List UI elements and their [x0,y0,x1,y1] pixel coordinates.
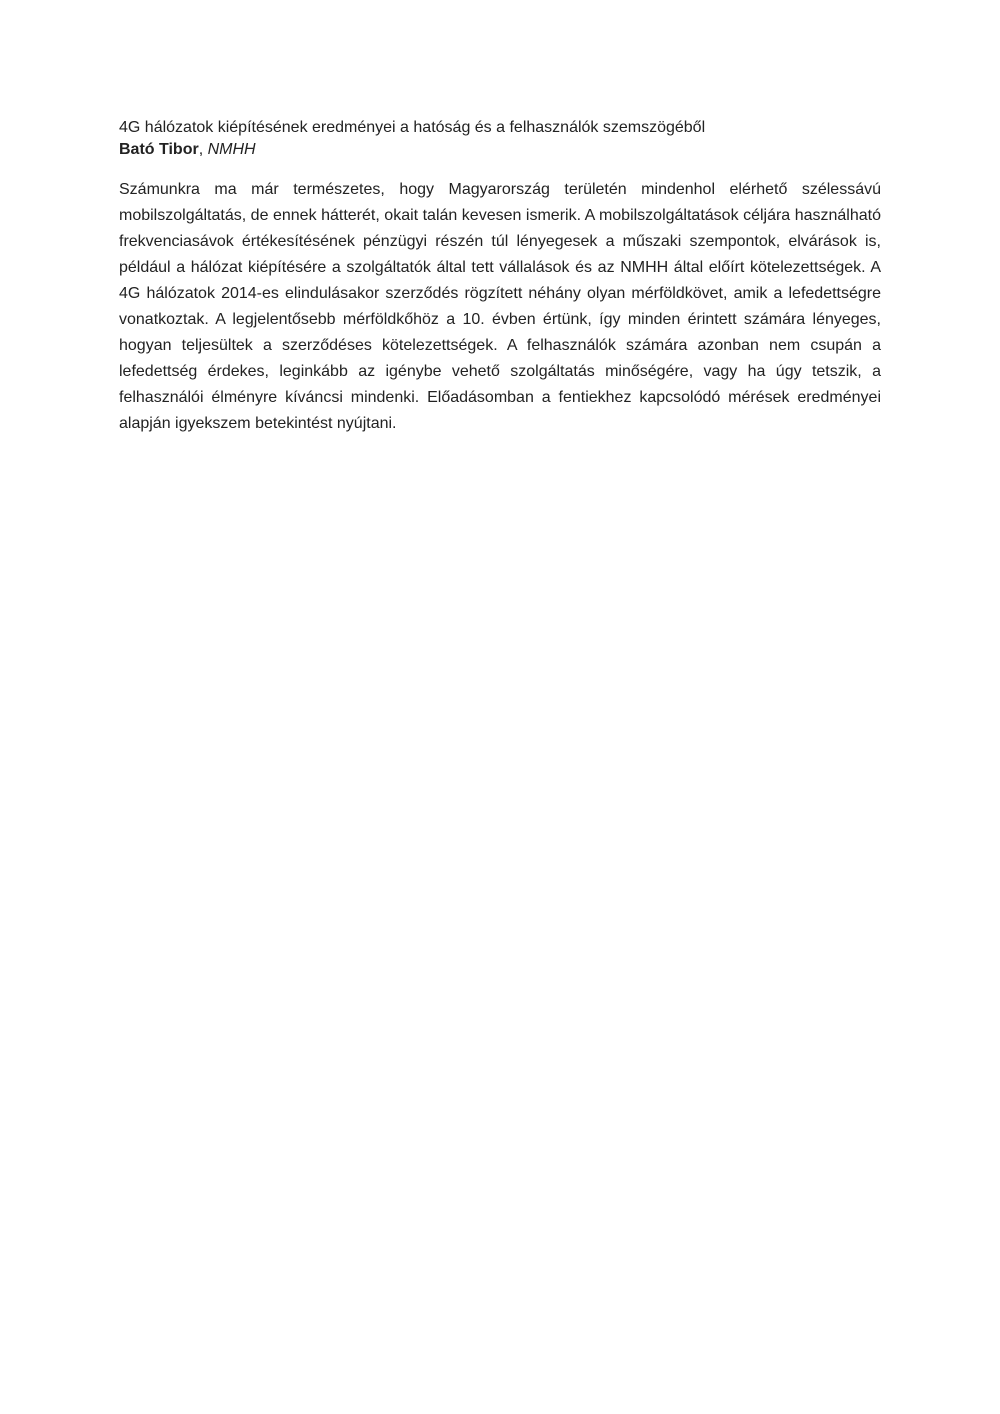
author-name: Bató Tibor [119,141,199,158]
document-title: 4G hálózatok kiépítésének eredményei a hatóság és a felhasználók szemszögéből [119,119,706,136]
author-affiliation: NMHH [207,141,256,158]
document-content [119,117,881,437]
author-separator: , [198,141,208,158]
abstract-paragraph: Számunkra ma már természetes, hogy Magyarország területén mindenhol elérhető szélessávú mobilszolgáltatás, de ennek hátterét, okait talán kevesen ismerik. A mobilszolgáltatások céljára használható frekvenciasávok értékesítésének pénzügyi részén túl lényegesek a műszaki szempontok, elvárások is, például a hálózat kiépítésére a szolgáltatók által tett vállalások és az NMHH által előírt kötelezettségek. A 4G hálózatok 2014-es elindulásakor szerződés rögzített néhány olyan mérföldkövet, amik a lefedettségre vonatkoztak. A legjelentősebb mérföldkőhöz a 10. évben értünk, így minden érintett számára lényeges, hogyan teljesültek a szerződéses kötelezettségek. A felhasználók számára azonban nem csupán a lefedettség érdekes, leginkább az igénybe vehető szolgáltatás minőségére, vagy ha úgy tetszik, a felhasználói élményre kíváncsi mindenki. Előadásomban a fentiekhez kapcsolódó mérések eredményei alapján igyekszem betekintést nyújtani. [119,181,881,432]
author-line [119,139,881,161]
